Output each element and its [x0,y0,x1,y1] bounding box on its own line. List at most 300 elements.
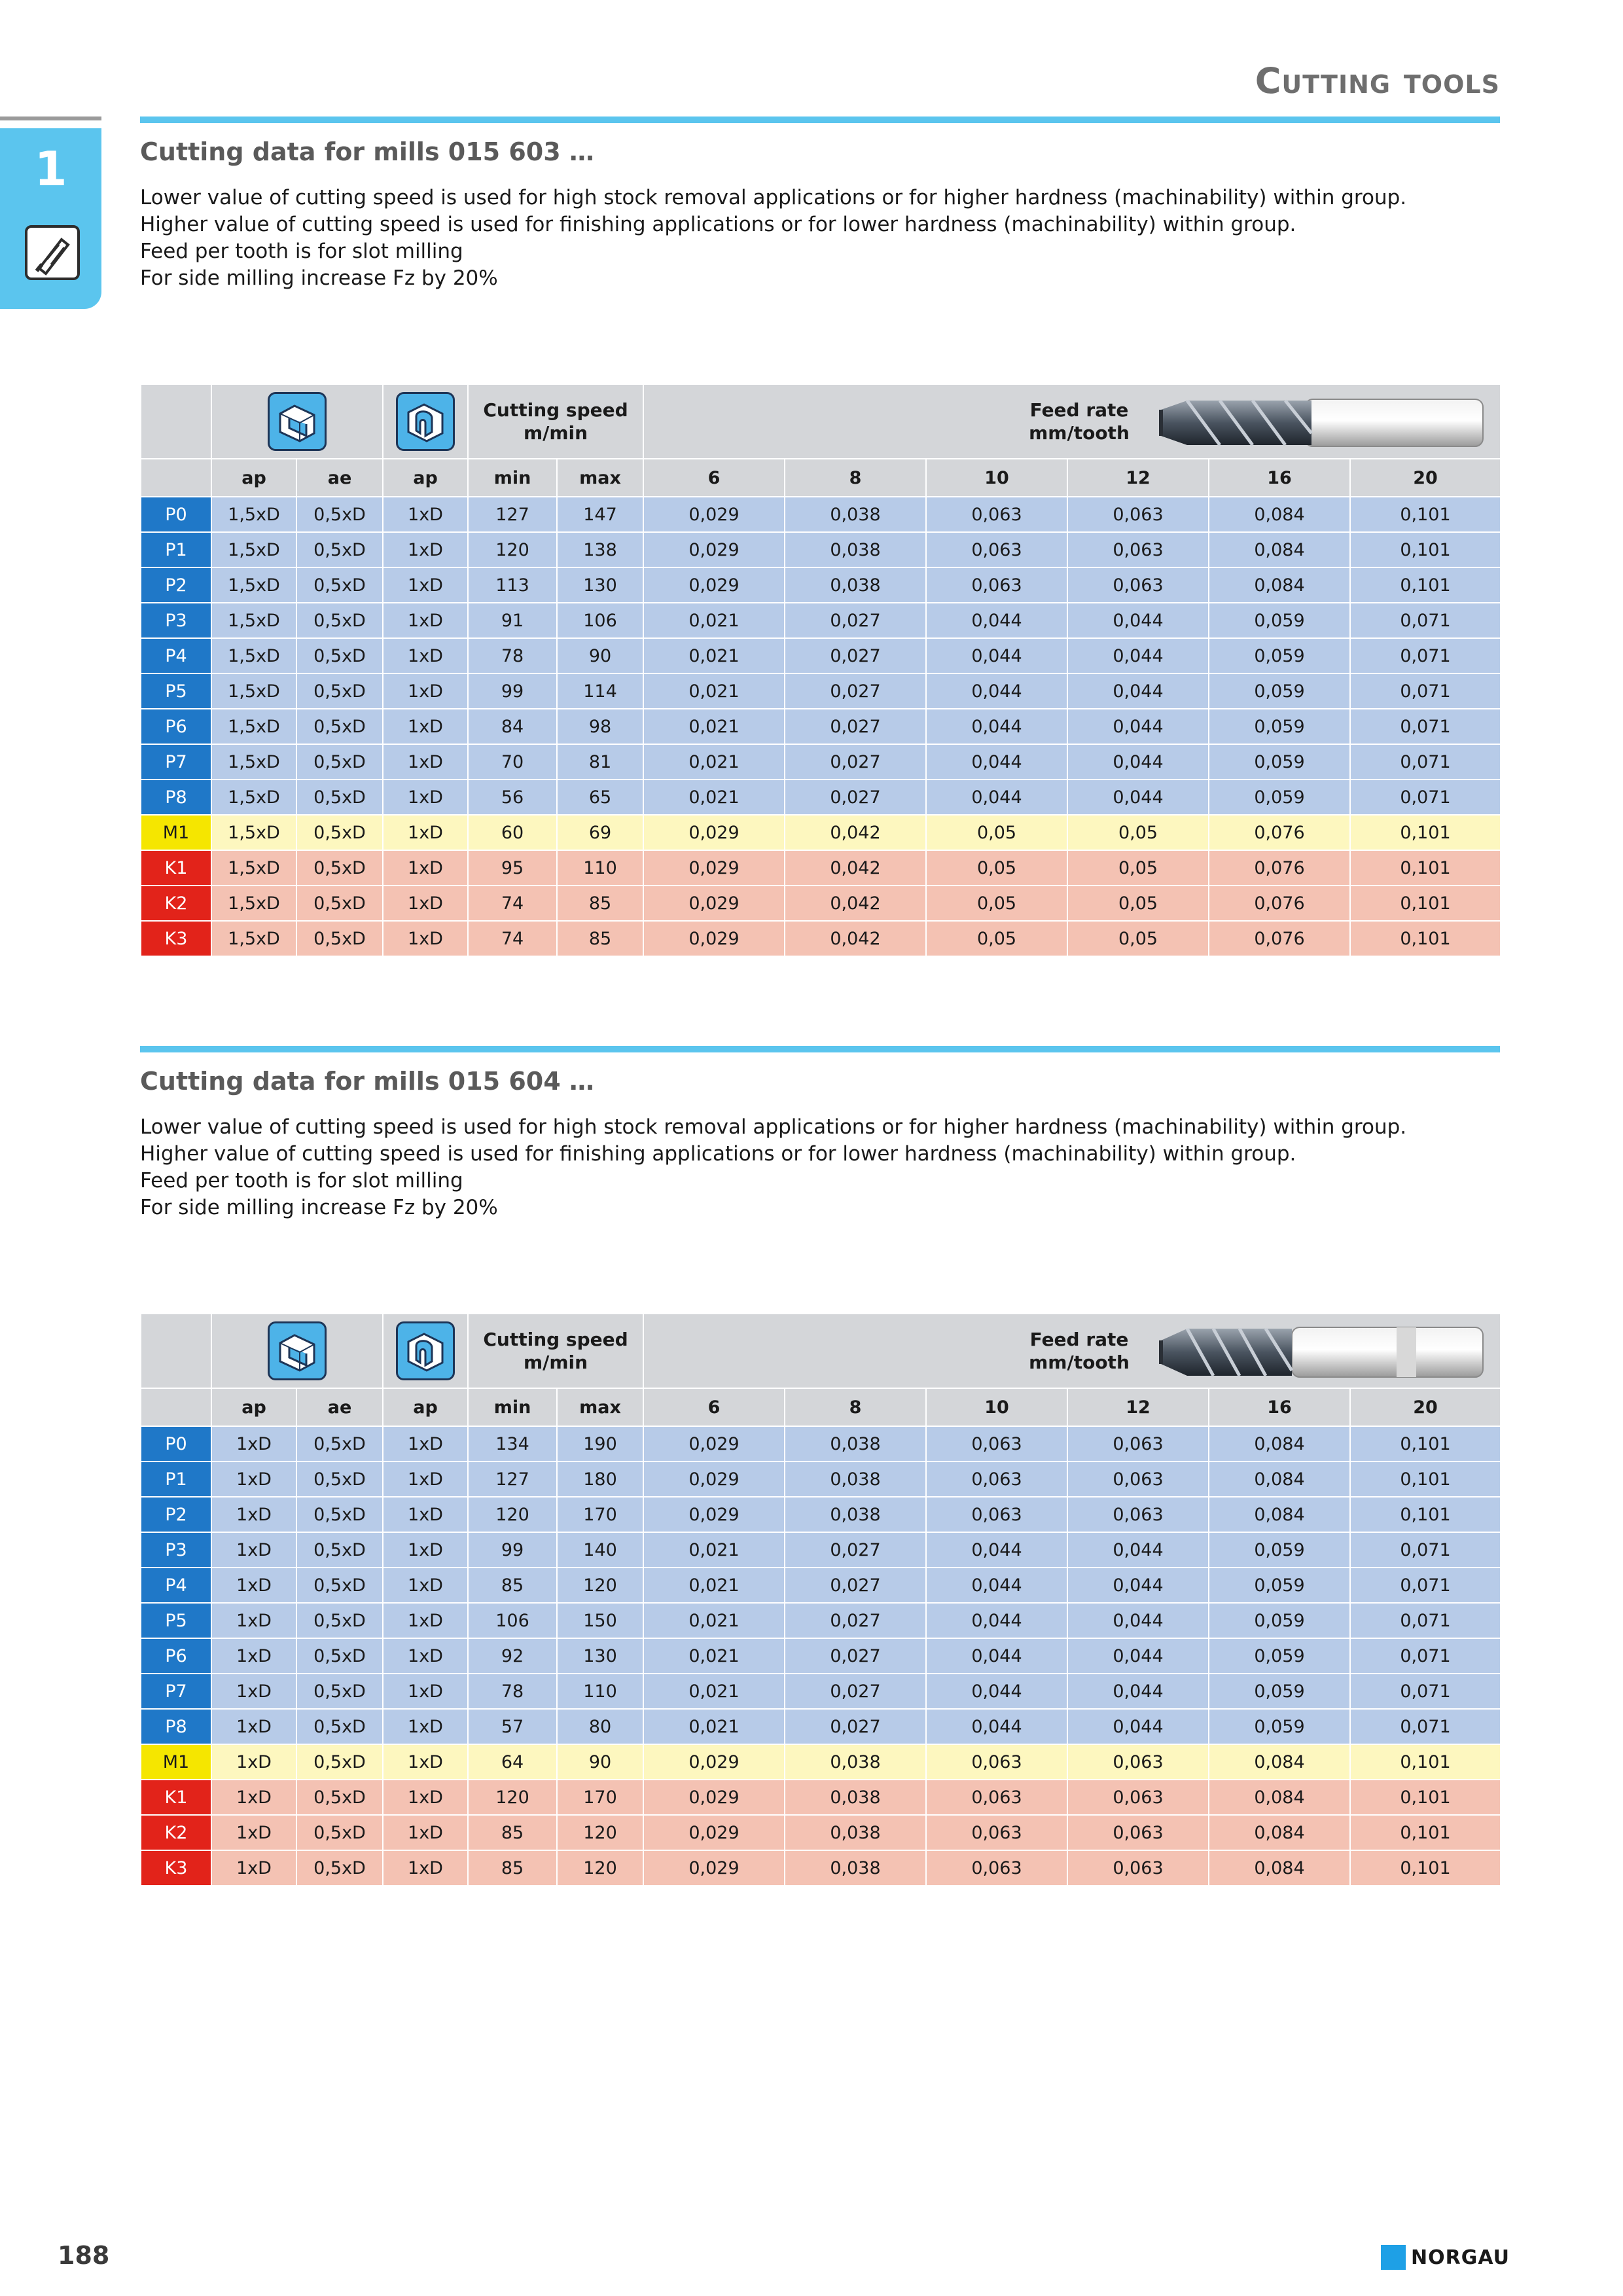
table-cell: 0,059 [1209,1674,1350,1709]
table-row [141,1780,1501,1815]
table-row [141,1497,1501,1532]
table-cell: 0,5xD [296,1674,383,1709]
table-row [141,1850,1501,1886]
blank-cell [141,1314,211,1388]
table-cell: 0,5xD [296,673,383,709]
table-cell: 130 [557,567,643,603]
table-cell: 0,038 [785,1426,926,1462]
table-cell: 0,5xD [296,1638,383,1674]
end-mill-tool-image [1148,393,1488,452]
table-cell: 134 [468,1426,557,1462]
logo-square-icon [1381,2245,1406,2270]
material-group-badge: P4 [141,638,211,673]
material-group-badge: P5 [141,1603,211,1638]
table-row [141,603,1501,638]
column-header: max [557,459,643,497]
table-cell: 0,5xD [296,850,383,886]
table-cell: 0,044 [926,638,1067,673]
table-cell: 95 [468,850,557,886]
description-line: Feed per tooth is for slot milling [140,240,463,263]
table-cell: 1,5xD [211,497,296,532]
table-cell: 0,042 [785,815,926,850]
table-cell: 1xD [383,638,468,673]
section-title: Cutting data for mills 015 603 … [140,137,594,166]
table-cell: 0,5xD [296,1532,383,1568]
table-cell: 0,021 [643,1532,785,1568]
material-group-badge: P8 [141,780,211,815]
table-cell: 0,5xD [296,886,383,921]
page-header-title: Cutting tools [1255,60,1500,101]
chapter-number: 1 [34,141,67,196]
material-group-badge: P1 [141,532,211,567]
table-cell: 0,038 [785,1850,926,1886]
table-cell: 1xD [211,1780,296,1815]
table-cell: 0,044 [926,1674,1067,1709]
table-cell: 1xD [383,673,468,709]
table-cell: 92 [468,1638,557,1674]
table-cell: 0,044 [926,1603,1067,1638]
table-cell: 0,029 [643,1780,785,1815]
table-cell: 0,027 [785,1674,926,1709]
profile-milling-cell [383,384,468,459]
table-cell: 1xD [383,780,468,815]
material-group-badge: P0 [141,1426,211,1462]
table-cell: 0,101 [1350,1462,1501,1497]
table-cell: 0,021 [643,638,785,673]
table-row [141,1568,1501,1603]
column-header: ae [296,1388,383,1426]
table-cell: 0,071 [1350,1638,1501,1674]
feed-rate-header [643,384,1501,459]
table-cell: 1xD [211,1426,296,1462]
table-cell: 1xD [383,1497,468,1532]
table-cell: 0,059 [1209,709,1350,744]
table-cell: 0,044 [1067,1603,1209,1638]
table-cell: 0,5xD [296,921,383,956]
column-header: 6 [643,459,785,497]
profile-milling-cell [383,1314,468,1388]
table-cell: 0,029 [643,567,785,603]
column-header: 12 [1067,459,1209,497]
table-cell: 0,071 [1350,709,1501,744]
feed-rate-unit: mm/tooth [1029,1352,1130,1373]
table-row [141,850,1501,886]
table-cell: 0,084 [1209,1744,1350,1780]
table-cell: 0,084 [1209,1780,1350,1815]
table-cell: 85 [468,1568,557,1603]
table-cell: 0,044 [1067,1674,1209,1709]
material-group-badge: P7 [141,744,211,780]
table-cell: 0,044 [926,603,1067,638]
table-cell: 110 [557,1674,643,1709]
column-header: 10 [926,1388,1067,1426]
table-cell: 78 [468,638,557,673]
column-header: 8 [785,1388,926,1426]
cutting-speed-header [468,384,643,459]
table-cell: 106 [468,1603,557,1638]
table-cell: 0,021 [643,744,785,780]
table-cell: 1xD [383,1815,468,1850]
table-cell: 0,101 [1350,815,1501,850]
table-cell: 74 [468,921,557,956]
table-cell: 0,084 [1209,532,1350,567]
table-cell: 99 [468,673,557,709]
table-cell: 0,029 [643,1426,785,1462]
table-cell: 113 [468,567,557,603]
column-header: 16 [1209,1388,1350,1426]
table-cell: 99 [468,1532,557,1568]
table-cell: 1xD [383,1850,468,1886]
table-cell: 1,5xD [211,780,296,815]
material-group-badge: P6 [141,709,211,744]
table-cell: 0,027 [785,603,926,638]
material-group-badge: K2 [141,1815,211,1850]
table-cell: 0,027 [785,673,926,709]
table-cell: 1xD [383,497,468,532]
table-cell: 0,029 [643,850,785,886]
table-cell: 0,029 [643,497,785,532]
table-cell: 0,021 [643,603,785,638]
table-cell: 120 [468,1497,557,1532]
table-cell: 0,063 [1067,1815,1209,1850]
table-cell: 110 [557,850,643,886]
table-cell: 57 [468,1709,557,1744]
table-cell: 0,042 [785,921,926,956]
table-cell: 0,038 [785,567,926,603]
table-cell: 0,071 [1350,780,1501,815]
table-cell: 0,101 [1350,1426,1501,1462]
table-cell: 1,5xD [211,815,296,850]
table-cell: 0,071 [1350,1568,1501,1603]
description-line: For side milling increase Fz by 20% [140,266,498,290]
table-cell: 1xD [383,1568,468,1603]
table-cell: 1xD [211,1497,296,1532]
column-header: 12 [1067,1388,1209,1426]
table-row [141,673,1501,709]
table-cell: 1xD [383,886,468,921]
cutting-speed-label: Cutting speed [483,1329,628,1350]
table-cell: 0,021 [643,1709,785,1744]
slot-milling-icon [268,1321,327,1380]
header-blue-rule [140,117,1500,123]
column-header: 10 [926,459,1067,497]
table-cell: 0,044 [1067,1532,1209,1568]
table-cell: 0,063 [926,1780,1067,1815]
table-cell: 0,042 [785,850,926,886]
table-cell: 0,101 [1350,1780,1501,1815]
slot-milling-cell [211,1314,383,1388]
table-cell: 0,021 [643,1674,785,1709]
table-cell: 0,038 [785,1462,926,1497]
table-cell: 0,076 [1209,850,1350,886]
table-cell: 1xD [211,1744,296,1780]
table-cell: 0,05 [926,886,1067,921]
table-cell: 1xD [211,1603,296,1638]
table-cell: 0,071 [1350,1674,1501,1709]
table-cell: 0,044 [1067,780,1209,815]
table-cell: 0,059 [1209,1532,1350,1568]
table-cell: 0,027 [785,709,926,744]
table-cell: 0,063 [1067,1462,1209,1497]
material-group-badge: P0 [141,497,211,532]
cutting-data-table-015-604 [140,1313,1501,1886]
table-cell: 0,027 [785,1709,926,1744]
table-cell: 0,044 [926,1638,1067,1674]
table-cell: 0,084 [1209,497,1350,532]
feed-rate-label: Feed rate [1029,1329,1129,1350]
material-group-badge: P6 [141,1638,211,1674]
table-cell: 127 [468,497,557,532]
table-row [141,709,1501,744]
description-line: Higher value of cutting speed is used for finishing applications or for lower hardness (machinability) within group. [140,1142,1296,1166]
table-row [141,638,1501,673]
material-group-badge: P2 [141,567,211,603]
column-header: ae [296,459,383,497]
description-line: For side milling increase Fz by 20% [140,1196,498,1219]
table-cell: 85 [557,921,643,956]
table-cell: 0,5xD [296,1780,383,1815]
table-cell: 0,071 [1350,744,1501,780]
table-cell: 0,5xD [296,1462,383,1497]
table-row [141,1709,1501,1744]
table-cell: 0,044 [926,673,1067,709]
table-cell: 0,5xD [296,709,383,744]
table-cell: 0,05 [1067,850,1209,886]
table-cell: 1,5xD [211,709,296,744]
table-cell: 0,038 [785,1815,926,1850]
table-cell: 85 [468,1815,557,1850]
section-description [140,185,1500,292]
table-cell: 1xD [211,1568,296,1603]
table-cell: 1xD [383,1462,468,1497]
table-cell: 0,029 [643,1850,785,1886]
table-cell: 0,044 [926,744,1067,780]
material-group-badge: M1 [141,815,211,850]
column-header: max [557,1388,643,1426]
table-cell: 0,101 [1350,921,1501,956]
column-header: ap [211,1388,296,1426]
material-group-badge: K2 [141,886,211,921]
table-cell: 1xD [383,603,468,638]
table-cell: 0,05 [926,815,1067,850]
table-cell: 0,063 [926,1497,1067,1532]
table-cell: 0,101 [1350,886,1501,921]
table-cell: 0,059 [1209,780,1350,815]
table-cell: 0,5xD [296,1426,383,1462]
table-cell: 0,05 [926,850,1067,886]
table-cell: 0,05 [1067,921,1209,956]
table-cell: 1,5xD [211,603,296,638]
table-row [141,497,1501,532]
table-cell: 0,063 [926,1462,1067,1497]
table-cell: 0,101 [1350,850,1501,886]
table-cell: 0,044 [1067,638,1209,673]
table-cell: 90 [557,638,643,673]
table-cell: 0,5xD [296,815,383,850]
table-cell: 0,5xD [296,497,383,532]
table-cell: 1xD [211,1709,296,1744]
material-group-badge: K3 [141,921,211,956]
table-row [141,886,1501,921]
table-cell: 0,063 [1067,532,1209,567]
table-row [141,921,1501,956]
table-cell: 1xD [211,1850,296,1886]
table-cell: 170 [557,1497,643,1532]
column-header: 20 [1350,1388,1501,1426]
table-cell: 69 [557,815,643,850]
table-cell: 78 [468,1674,557,1709]
table-cell: 0,076 [1209,921,1350,956]
table-cell: 0,044 [1067,709,1209,744]
table-row [141,815,1501,850]
table-cell: 0,063 [1067,1497,1209,1532]
table-cell: 0,063 [926,1744,1067,1780]
table-cell: 0,063 [926,1426,1067,1462]
table-cell: 0,063 [1067,497,1209,532]
chapter-tab[interactable] [0,128,101,309]
table-cell: 0,027 [785,1532,926,1568]
material-group-badge: K1 [141,850,211,886]
table-cell: 0,063 [1067,1850,1209,1886]
table-cell: 0,101 [1350,1497,1501,1532]
table-cell: 0,063 [1067,1426,1209,1462]
table-cell: 0,5xD [296,1850,383,1886]
table-cell: 0,5xD [296,1568,383,1603]
material-group-badge: K1 [141,1780,211,1815]
table-cell: 74 [468,886,557,921]
table-cell: 64 [468,1744,557,1780]
table-cell: 65 [557,780,643,815]
table-cell: 1xD [211,1462,296,1497]
column-header: 20 [1350,459,1501,497]
table-cell: 0,101 [1350,532,1501,567]
column-header: 8 [785,459,926,497]
table-cell: 0,021 [643,1603,785,1638]
table-cell: 0,027 [785,1603,926,1638]
column-header: 16 [1209,459,1350,497]
table-cell: 0,101 [1350,567,1501,603]
table-cell: 138 [557,532,643,567]
table-cell: 1xD [383,921,468,956]
table-cell: 98 [557,709,643,744]
group-header-cell [141,1388,211,1426]
table-row [141,567,1501,603]
material-group-badge: K3 [141,1850,211,1886]
table-cell: 0,101 [1350,1815,1501,1850]
table-cell: 120 [557,1815,643,1850]
table-cell: 1xD [211,1638,296,1674]
table-cell: 0,044 [1067,1638,1209,1674]
profile-milling-icon [396,1321,455,1380]
table-cell: 1,5xD [211,673,296,709]
table-row [141,1426,1501,1462]
table-cell: 0,084 [1209,1850,1350,1886]
table-cell: 0,021 [643,780,785,815]
table-cell: 0,5xD [296,603,383,638]
table-cell: 0,029 [643,532,785,567]
description-line: Feed per tooth is for slot milling [140,1169,463,1193]
table-cell: 0,5xD [296,532,383,567]
table-cell: 0,029 [643,1462,785,1497]
table-cell: 1xD [211,1532,296,1568]
section-description [140,1114,1500,1221]
column-header: ap [383,459,468,497]
table-cell: 1,5xD [211,638,296,673]
table-cell: 0,044 [1067,744,1209,780]
table-cell: 0,076 [1209,886,1350,921]
table-cell: 0,059 [1209,638,1350,673]
table-cell: 0,044 [926,780,1067,815]
slot-milling-icon [268,392,327,451]
table-cell: 0,059 [1209,1603,1350,1638]
end-mill-icon [25,225,80,280]
table-cell: 0,071 [1350,1709,1501,1744]
table-cell: 0,042 [785,886,926,921]
table-cell: 1xD [383,850,468,886]
table-cell: 1xD [383,1674,468,1709]
table-cell: 0,059 [1209,1709,1350,1744]
table-cell: 1xD [383,1744,468,1780]
material-group-badge: M1 [141,1744,211,1780]
table-cell: 0,044 [1067,673,1209,709]
table-cell: 1xD [383,1532,468,1568]
table-cell: 1xD [383,1603,468,1638]
table-cell: 1xD [383,815,468,850]
table-cell: 0,5xD [296,780,383,815]
table-cell: 170 [557,1780,643,1815]
table-cell: 0,071 [1350,603,1501,638]
profile-milling-icon [396,392,455,451]
material-group-badge: P7 [141,1674,211,1709]
blank-cell [141,384,211,459]
table-cell: 0,044 [1067,1568,1209,1603]
section-015-604 [140,1067,1500,1221]
table-cell: 0,05 [926,921,1067,956]
table-cell: 0,044 [1067,603,1209,638]
table-cell: 147 [557,497,643,532]
table-cell: 0,059 [1209,603,1350,638]
slot-milling-cell [211,384,383,459]
table-cell: 0,05 [1067,886,1209,921]
material-group-badge: P1 [141,1462,211,1497]
feed-rate-label: Feed rate [1029,399,1129,421]
table-cell: 1,5xD [211,921,296,956]
column-header: min [468,459,557,497]
group-header-cell [141,459,211,497]
table-cell: 0,038 [785,1780,926,1815]
table-cell: 0,5xD [296,638,383,673]
table-cell: 0,05 [1067,815,1209,850]
section-title: Cutting data for mills 015 604 … [140,1067,594,1096]
table-cell: 0,101 [1350,497,1501,532]
table-cell: 0,029 [643,815,785,850]
table-cell: 0,063 [1067,1780,1209,1815]
header-grey-rule [0,117,101,120]
table-cell: 150 [557,1603,643,1638]
table-cell: 56 [468,780,557,815]
column-header-row [141,1388,1501,1426]
table-cell: 0,038 [785,532,926,567]
table-cell: 0,044 [926,1568,1067,1603]
description-line: Lower value of cutting speed is used for high stock removal applications or for higher hardness (machinability) within group. [140,1115,1407,1139]
table-cell: 1,5xD [211,886,296,921]
section-015-603 [140,137,1500,292]
table-cell: 0,027 [785,780,926,815]
table-cell: 0,038 [785,497,926,532]
table-cell: 91 [468,603,557,638]
table-row [141,1532,1501,1568]
table-cell: 0,071 [1350,1603,1501,1638]
